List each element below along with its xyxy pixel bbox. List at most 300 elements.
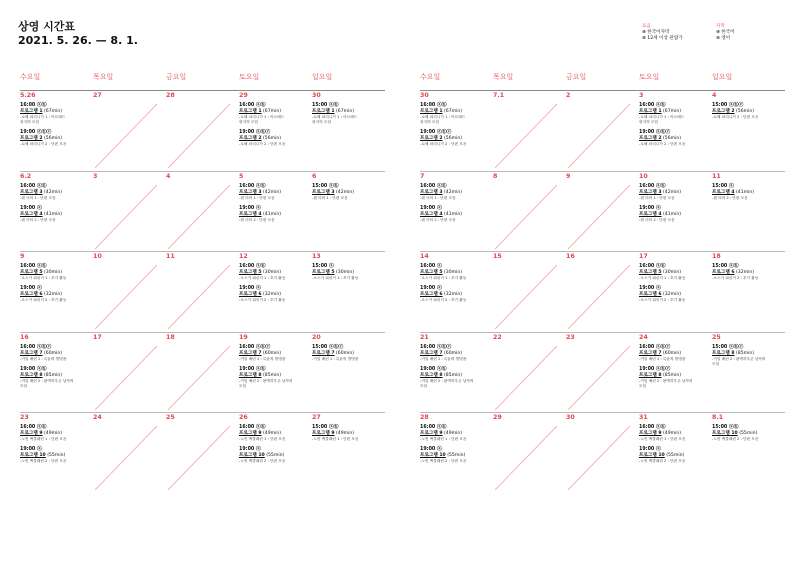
program-description: -랜 리어 2 : 단편 모음: [239, 217, 275, 222]
program-duration: (42min): [334, 189, 355, 195]
program-duration: (42min): [661, 189, 682, 195]
screening-time: 16:00 ⓐⓑⓒ: [239, 344, 271, 350]
program-duration: (32min): [261, 292, 282, 297]
program-name-link[interactable]: 프로그램 10: [420, 453, 446, 458]
program-name-link[interactable]: 프로그램 1: [20, 109, 43, 114]
legend-item: ⊕ 한국어자막: [642, 30, 670, 35]
screening-time: 16:00 ⓐⓑ: [420, 103, 447, 108]
no-screening-slash: [95, 426, 157, 490]
program-name-link[interactable]: 프로그램 3: [312, 189, 335, 195]
no-screening-slash: [568, 346, 630, 410]
program-description: -로베 파리니가 1 : 아르헤드: [239, 115, 285, 119]
program-description: -커밀 배런 1 : 특윤의 발명품: [20, 356, 67, 361]
program-duration: (60min): [334, 350, 355, 356]
program-name-link[interactable]: 프로그램 4: [239, 211, 262, 217]
day-number: 22: [493, 333, 502, 341]
day-number: 24: [93, 414, 102, 421]
program-name-link[interactable]: 프로그램 10: [239, 453, 265, 458]
day-number: 5: [239, 172, 244, 180]
program-name-link[interactable]: 프로그램 7: [312, 350, 335, 356]
program-description: -커밀 배런 1 : 특윤의 발명품: [312, 356, 359, 361]
screening-time: 19:00 ⓐ: [420, 447, 442, 452]
program-name-link[interactable]: 프로그램 4: [712, 189, 735, 195]
program-name-link[interactable]: 프로그램 10: [712, 431, 738, 436]
screening-time: 16:00 ⓐⓑ: [420, 425, 447, 430]
weekday-header: 수요일: [420, 73, 441, 81]
program-description: -로베 파리니가 1 : 아르헤드: [312, 115, 358, 119]
screening-time: 16:00 ⓐⓑ: [639, 264, 666, 269]
program-description: 모험: [239, 383, 247, 388]
weekday-header: 목요일: [493, 73, 514, 81]
program-description: -노먼 맥클래런 1 : 단편 모음: [639, 437, 686, 441]
screening-time: 15:00 ⓐⓑⓒ: [712, 344, 744, 350]
week-divider: [20, 90, 385, 91]
screening-time: 19:00 ⓐ: [20, 286, 42, 291]
no-screening-slash: [95, 265, 157, 329]
no-screening-slash: [495, 426, 557, 490]
program-duration: (55min): [264, 453, 285, 458]
program-name-link[interactable]: 프로그램 9: [239, 431, 262, 436]
day-number: 13: [312, 253, 321, 260]
program-name-link[interactable]: 프로그램 6: [239, 292, 262, 297]
day-number: 18: [166, 333, 175, 341]
screening-time: 16:00 ⓐⓑ: [639, 103, 666, 108]
screening-cell: [639, 345, 709, 389]
program-duration: (67min): [442, 109, 463, 114]
program-name-link[interactable]: 프로그램 3: [20, 189, 43, 195]
day-number: 16: [566, 253, 575, 260]
day-number: 17: [93, 333, 102, 341]
day-number: 26: [239, 414, 248, 421]
day-number: 11: [166, 253, 175, 260]
screening-time: 19:00 ⓐ: [639, 447, 661, 452]
program-name-link[interactable]: 프로그램 2: [712, 109, 735, 114]
screening-time: 16:00 ⓐⓑ: [639, 183, 666, 189]
program-duration: (41min): [734, 189, 755, 195]
program-description: -커밀 배런 1 : 특윤의 발명품: [239, 356, 286, 361]
program-name-link[interactable]: 프로그램 5: [239, 270, 262, 275]
screening-time: 19:00 ⓐ: [420, 205, 442, 211]
no-screening-slash: [95, 346, 157, 410]
program-description: -커밀 배런 2 : 완벽하우존 남작의: [420, 378, 474, 383]
program-description: -노먼 맥클래런 2 : 단편 모음: [239, 459, 286, 463]
no-screening-slash: [568, 185, 630, 249]
program-duration: (32min): [42, 292, 63, 297]
program-name-link[interactable]: 프로그램 1: [639, 109, 662, 114]
program-description: -노먼 맥클래런 2 : 단편 모음: [712, 437, 759, 441]
screening-time: 19:00 ⓐ: [639, 205, 661, 211]
program-duration: (85min): [661, 372, 682, 378]
program-duration: (67min): [261, 109, 282, 114]
screening-cell: [239, 345, 309, 389]
program-description: -로베 파리니가 2 : 단편 모음: [639, 142, 686, 146]
program-duration: (42min): [442, 189, 463, 195]
program-description: -로베 파리니가 2 : 단편 모음: [420, 142, 467, 146]
screening-time: 15:00 ⓐⓑ: [712, 425, 739, 430]
no-screening-slash: [495, 104, 557, 168]
program-duration: (41min): [442, 211, 463, 217]
screening-time: 16:00 ⓐ: [420, 264, 442, 269]
program-description: -랜 리어 2 : 단편 모음: [712, 195, 748, 200]
day-number: 24: [639, 333, 648, 341]
program-description: -로베 파리니가 1 : 아르헤드: [420, 115, 466, 119]
day-number: 27: [312, 414, 321, 421]
program-description: -오스카 피싱거 1 : 초기 활동: [639, 276, 686, 280]
screening-time: 19:00 ⓐ: [20, 447, 42, 452]
screening-time: 19:00 ⓐ: [20, 205, 42, 211]
screening-cell: [239, 264, 309, 303]
program-duration: (32min): [734, 270, 755, 275]
legend-item: ⊕ 12세 이상 관람가: [642, 36, 683, 41]
day-number: 19: [239, 333, 248, 341]
program-name-link[interactable]: 프로그램 4: [639, 211, 662, 217]
program-duration: (56min): [734, 109, 755, 114]
screening-time: 19:00 ⓐ: [420, 286, 442, 291]
program-description: -노먼 맥클래런 1 : 단편 모음: [420, 437, 467, 441]
program-name-link[interactable]: 프로그램 2: [239, 136, 262, 141]
screening-time: 19:00 ⓐⓑⓒ: [239, 130, 271, 135]
week-divider: [420, 90, 785, 91]
screening-cell: [312, 425, 382, 442]
weekday-header: 일요일: [712, 73, 733, 81]
weekday-header: 목요일: [93, 73, 114, 81]
screening-cell: [239, 425, 309, 464]
program-description: 평지의 모험: [312, 120, 331, 124]
week-divider: [420, 412, 785, 413]
week-divider: [420, 332, 785, 333]
page-title: [18, 20, 138, 48]
program-description: -오스카 피싱거 2 : 후기 활동: [639, 298, 686, 302]
program-name-link[interactable]: 프로그램 6: [20, 292, 43, 297]
screening-cell: [20, 345, 90, 389]
program-name-link[interactable]: 프로그램 7: [420, 350, 443, 356]
screening-time: 16:00 ⓐⓑ: [20, 264, 47, 269]
day-number: 12: [239, 253, 248, 260]
day-number: 29: [493, 414, 502, 421]
day-number: 25: [712, 333, 721, 341]
screening-time: 16:00 ⓐⓑ: [20, 103, 47, 108]
legend-heading: 표음: [642, 24, 651, 29]
day-number: 7: [420, 172, 425, 180]
day-number: 18: [712, 253, 721, 260]
title-line-2: 2021. 5. 26. — 8. 1.: [18, 34, 138, 47]
program-duration: (42min): [261, 189, 282, 195]
day-number: 29: [239, 92, 248, 99]
screening-time: 15:00 ⓐⓑⓒ: [312, 344, 344, 350]
program-name-link[interactable]: 프로그램 8: [239, 372, 262, 378]
program-description: -오스카 피싱거 1 : 초기 활동: [312, 276, 359, 280]
screening-cell: [312, 103, 382, 125]
program-name-link[interactable]: 프로그램 9: [420, 431, 443, 436]
screening-time: 19:00 ⓐⓑⓒ: [639, 366, 671, 372]
weekday-header: 토요일: [239, 73, 260, 81]
no-screening-slash: [568, 426, 630, 490]
screening-time: 16:00 ⓐⓑ: [239, 183, 266, 189]
program-name-link[interactable]: 프로그램 9: [20, 431, 43, 436]
program-duration: (30min): [442, 270, 463, 275]
program-description: -커밀 배런 1 : 특윤의 발명품: [639, 356, 686, 361]
program-name-link[interactable]: 프로그램 2: [639, 136, 662, 141]
screening-cell: [712, 425, 782, 442]
screening-time: 19:00 ⓐⓑ: [420, 366, 447, 372]
program-name-link[interactable]: 프로그램 8: [20, 372, 43, 378]
program-duration: (56min): [442, 136, 463, 141]
screening-time: 15:00 ⓐⓑ: [312, 183, 339, 189]
screening-time: 16:00 ⓐⓑ: [239, 103, 266, 108]
screening-cell: [712, 264, 782, 281]
screening-time: 16:00 ⓐⓑⓒ: [420, 344, 452, 350]
program-duration: (30min): [42, 270, 63, 275]
program-duration: (85min): [261, 372, 282, 378]
program-name-link[interactable]: 프로그램 6: [712, 270, 735, 275]
program-name-link[interactable]: 프로그램 4: [420, 211, 443, 217]
program-duration: (56min): [661, 136, 682, 141]
screening-time: 16:00 ⓐⓑⓒ: [20, 344, 52, 350]
program-description: -노먼 맥클래런 2 : 단편 모음: [420, 459, 467, 463]
screening-cell: [639, 264, 709, 303]
program-name-link[interactable]: 프로그램 5: [639, 270, 662, 275]
program-duration: (49min): [261, 431, 282, 436]
week-divider: [20, 412, 385, 413]
day-number: 4: [712, 92, 717, 99]
program-description: -로베 파리니가 2 : 단편 모음: [20, 142, 67, 146]
program-name-link[interactable]: 프로그램 3: [639, 189, 662, 195]
screening-cell: [712, 345, 782, 367]
day-number: 9: [20, 253, 25, 260]
program-duration: (49min): [442, 431, 463, 436]
program-duration: (32min): [661, 292, 682, 297]
screening-cell: [20, 425, 90, 464]
program-description: -오스카 피싱거 1 : 초기 활동: [20, 276, 67, 280]
screening-time: 15:00 ⓐⓑ: [312, 425, 339, 430]
program-description: -랜 리어 2 : 단편 모음: [420, 217, 456, 222]
program-duration: (55min): [45, 453, 66, 458]
screening-time: 19:00 ⓐⓑⓒ: [420, 130, 452, 135]
day-number: 21: [420, 333, 429, 341]
week-divider: [420, 171, 785, 172]
screening-cell: [420, 103, 490, 147]
screening-cell: [420, 184, 490, 223]
no-screening-slash: [168, 104, 230, 168]
calendar-right: [420, 72, 785, 492]
screening-time: 19:00 ⓐⓑ: [239, 366, 266, 372]
program-name-link[interactable]: 프로그램 9: [639, 431, 662, 436]
program-description: 평지의 모험: [639, 120, 658, 124]
day-number: 5.26: [20, 92, 36, 99]
screening-cell: [312, 184, 382, 201]
day-number: 25: [166, 414, 175, 421]
screening-cell: [639, 103, 709, 147]
program-name-link[interactable]: 프로그램 1: [239, 109, 262, 114]
program-name-link[interactable]: 프로그램 5: [420, 270, 443, 275]
program-description: -랜 리어 1 : 단편 모음: [312, 195, 348, 200]
day-number: 28: [420, 414, 429, 421]
day-number: 31: [639, 414, 648, 421]
title-line-1: 상영 시간표: [18, 20, 75, 33]
program-name-link[interactable]: 프로그램 7: [239, 350, 262, 356]
program-name-link[interactable]: 프로그램 8: [420, 372, 443, 378]
day-number: 27: [93, 92, 102, 99]
day-number: 30: [312, 92, 321, 99]
program-duration: (67min): [42, 109, 63, 114]
week-divider: [420, 251, 785, 252]
no-screening-slash: [168, 426, 230, 490]
program-name-link[interactable]: 프로그램 1: [420, 109, 443, 114]
program-duration: (30min): [334, 270, 355, 275]
program-name-link[interactable]: 프로그램 4: [20, 211, 43, 217]
program-duration: (85min): [734, 350, 755, 356]
legend-item: ⊕ 영어: [716, 36, 731, 41]
screening-time: 19:00 ⓐ: [639, 286, 661, 291]
screening-time: 16:00 ⓐⓑⓒ: [639, 344, 671, 350]
day-number: 16: [20, 333, 29, 341]
screening-cell: [20, 184, 90, 223]
program-name-link[interactable]: 프로그램 6: [420, 292, 443, 297]
screening-time: 19:00 ⓐ: [239, 286, 261, 291]
calendar-left: [20, 72, 385, 492]
program-duration: (30min): [661, 270, 682, 275]
program-description: -랜 리어 1 : 단편 모음: [239, 195, 275, 200]
program-description: -랜 리어 1 : 단편 모음: [420, 195, 456, 200]
program-description: 평지의 모험: [239, 120, 258, 124]
no-screening-slash: [495, 346, 557, 410]
day-number: 17: [639, 253, 648, 260]
program-name-link[interactable]: 프로그램 1: [312, 109, 335, 114]
program-description: -오스카 피싱거 1 : 초기 활동: [420, 276, 467, 280]
day-number: 4: [166, 172, 171, 180]
program-duration: (85min): [42, 372, 63, 378]
weekday-header: 수요일: [20, 73, 41, 81]
program-duration: (67min): [334, 109, 355, 114]
screening-time: 16:00 ⓐⓑ: [239, 264, 266, 269]
legend-subtitles: [716, 24, 735, 42]
program-description: -커밀 배런 2 : 완벽하우존 남작의: [20, 378, 74, 383]
week-divider: [20, 251, 385, 252]
screening-cell: [20, 103, 90, 147]
program-name-link[interactable]: 프로그램 8: [712, 350, 735, 356]
program-name-link[interactable]: 프로그램 8: [639, 372, 662, 378]
program-name-link[interactable]: 프로그램 9: [312, 431, 335, 436]
program-name-link[interactable]: 프로그램 2: [20, 136, 43, 141]
legend-accessibility: [642, 24, 683, 42]
program-description: -커밀 배런 2 : 완벽하우존 남작의: [712, 356, 766, 361]
screening-time: 19:00 ⓐⓑ: [20, 366, 47, 372]
program-description: -노먼 맥클래런 1 : 단편 모음: [239, 437, 286, 441]
program-description: -커밀 배런 2 : 완벽하우존 남작의: [639, 378, 693, 383]
day-number: 10: [93, 253, 102, 260]
screening-time: 15:00 ⓐⓑ: [312, 103, 339, 108]
program-description: -랜 리어 2 : 단편 모음: [20, 217, 56, 222]
no-screening-slash: [495, 265, 557, 329]
no-screening-slash: [95, 104, 157, 168]
screening-cell: [239, 184, 309, 223]
program-duration: (49min): [661, 431, 682, 436]
screening-cell: [239, 103, 309, 147]
program-name-link[interactable]: 프로그램 7: [20, 350, 43, 356]
program-duration: (55min): [737, 431, 758, 436]
program-duration: (42min): [42, 189, 63, 195]
program-duration: (60min): [442, 350, 463, 356]
program-description: -로베 파리니가 2 : 단편 모음: [712, 115, 759, 119]
screening-time: 16:00 ⓐⓑ: [20, 183, 47, 189]
screening-time: 16:00 ⓐⓑ: [20, 425, 47, 430]
program-name-link[interactable]: 프로그램 5: [312, 270, 335, 275]
program-name-link[interactable]: 프로그램 7: [639, 350, 662, 356]
program-description: -노먼 맥클래런 1 : 단편 모음: [312, 437, 359, 441]
program-description: -로베 파리니가 1 : 아르헤드: [639, 115, 685, 119]
week-divider: [20, 171, 385, 172]
program-description: -노먼 맥클래런 2 : 단편 모음: [20, 459, 67, 463]
no-screening-slash: [168, 265, 230, 329]
program-name-link[interactable]: 프로그램 10: [20, 453, 46, 458]
program-description: 모험: [712, 361, 720, 366]
day-number: 3: [639, 92, 644, 99]
program-duration: (60min): [661, 350, 682, 356]
day-number: 20: [312, 333, 321, 341]
screening-time: 19:00 ⓐ: [239, 205, 261, 211]
weekday-header: 금요일: [566, 73, 587, 81]
screening-time: 16:00 ⓐⓑ: [420, 183, 447, 189]
program-description: -커밀 배런 2 : 완벽하우존 남작의: [239, 378, 293, 383]
day-number: 2: [566, 92, 571, 99]
screening-time: 19:00 ⓐ: [239, 447, 261, 452]
day-number: 6.2: [20, 172, 32, 180]
day-number: 14: [420, 253, 429, 260]
program-duration: (85min): [442, 372, 463, 378]
program-description: -오스카 피싱거 2 : 후기 활동: [420, 298, 467, 302]
program-duration: (41min): [261, 211, 282, 217]
program-duration: (41min): [42, 211, 63, 217]
program-description: 모험: [20, 383, 28, 388]
screening-time: 15:00 ⓐⓑⓒ: [712, 103, 744, 108]
day-number: 11: [712, 172, 721, 180]
screening-cell: [712, 103, 782, 120]
program-duration: (30min): [261, 270, 282, 275]
day-number: 23: [20, 414, 29, 421]
program-description: -오스카 피싱거 1 : 초기 활동: [239, 276, 286, 280]
screening-cell: [639, 184, 709, 223]
screening-time: 15:00 ⓐⓑ: [712, 264, 739, 269]
day-number: 9: [566, 172, 571, 180]
program-name-link[interactable]: 프로그램 3: [420, 189, 443, 195]
program-duration: (49min): [334, 431, 355, 436]
program-name-link[interactable]: 프로그램 5: [20, 270, 43, 275]
program-description: -랜 리어 1 : 단편 모음: [639, 195, 675, 200]
day-number: 6: [312, 172, 317, 180]
program-description: -로베 파리니가 2 : 단편 모음: [239, 142, 286, 146]
program-name-link[interactable]: 프로그램 3: [239, 189, 262, 195]
screening-cell: [639, 425, 709, 464]
screening-cell: [420, 345, 490, 389]
program-duration: (41min): [661, 211, 682, 217]
weekday-header: 금요일: [166, 73, 187, 81]
screening-cell: [20, 264, 90, 303]
day-number: 28: [166, 92, 175, 99]
program-description: -커밀 배런 1 : 특윤의 발명품: [420, 356, 467, 361]
screening-cell: [312, 345, 382, 362]
program-name-link[interactable]: 프로그램 10: [639, 453, 665, 458]
program-description: -오스카 피싱거 2 : 후기 활동: [239, 298, 286, 302]
day-number: 7.1: [493, 92, 505, 99]
day-number: 30: [420, 92, 429, 99]
program-description: 모험: [420, 383, 428, 388]
program-description: 평지의 모험: [20, 120, 39, 124]
legend-heading: 자막: [716, 24, 725, 29]
program-duration: (60min): [261, 350, 282, 356]
program-name-link[interactable]: 프로그램 2: [420, 136, 443, 141]
program-description: -오스카 피싱거 2 : 후기 활동: [20, 298, 67, 302]
program-name-link[interactable]: 프로그램 6: [639, 292, 662, 297]
